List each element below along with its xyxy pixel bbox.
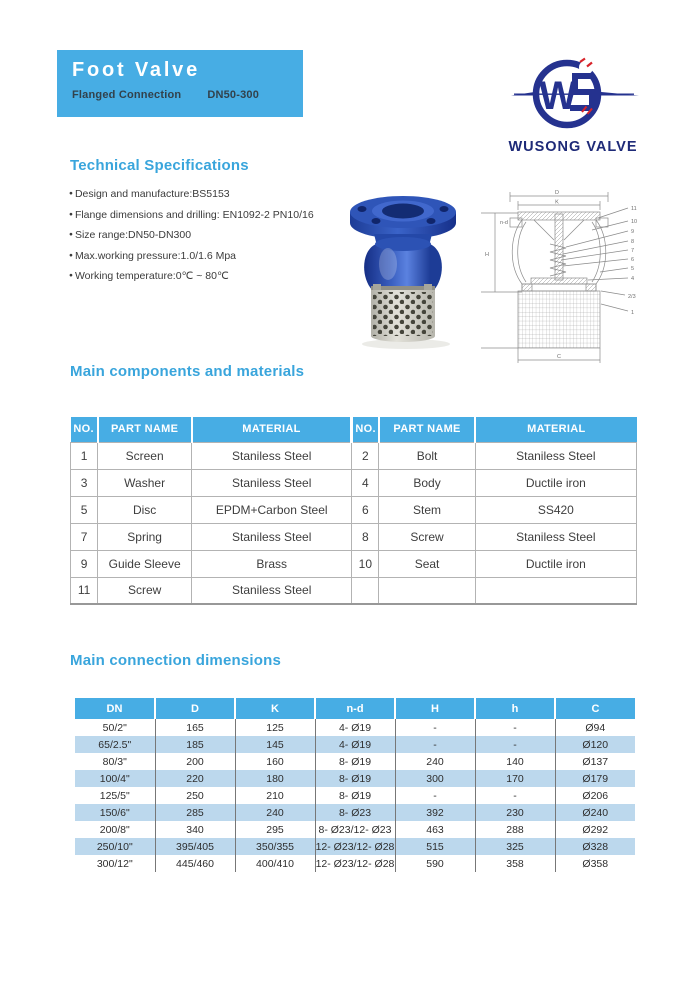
column-header: D [155, 698, 235, 719]
table-cell: Ø94 [555, 719, 635, 736]
table-cell: 300 [395, 770, 475, 787]
table-row [75, 753, 635, 770]
table-cell: 285 [155, 804, 235, 821]
spec-item: ● Flange dimensions and drilling: EN1092-2 PN10/16 [69, 205, 359, 226]
dimensions-section-title: Main connection dimensions [70, 652, 282, 669]
logo-monogram-w: W [539, 74, 577, 118]
table-cell: Ductile iron [475, 469, 636, 496]
callout-number: 6 [631, 257, 635, 263]
table-cell: - [395, 736, 475, 753]
table-cell: 10 [352, 550, 379, 577]
logo-brand-text: WUSONG VALVE [508, 139, 638, 155]
table-cell: EPDM+Carbon Steel [192, 496, 352, 523]
table-cell: Ø137 [555, 753, 635, 770]
table-cell: 7 [71, 523, 98, 550]
table-cell: 340 [155, 821, 235, 838]
table-cell [352, 577, 379, 604]
table-row [71, 577, 637, 604]
table-row [75, 855, 635, 872]
table-row [71, 469, 637, 496]
table-cell: Ductile iron [475, 550, 636, 577]
table-cell: 3 [71, 469, 98, 496]
table-cell: 463 [395, 821, 475, 838]
components-materials-table [70, 417, 637, 605]
table-cell: SS420 [475, 496, 636, 523]
table-cell: - [475, 719, 555, 736]
table-cell: 230 [475, 804, 555, 821]
column-header: MATERIAL [192, 417, 352, 442]
bolt-hole [358, 206, 367, 212]
table-cell: 65/2.5" [98, 738, 132, 751]
column-header: K [235, 698, 315, 719]
bolt-hole [372, 218, 381, 224]
table-cell: 392 [395, 804, 475, 821]
table-cell: 145 [235, 736, 315, 753]
dim-label-n-d: n-d [500, 220, 508, 226]
table-cell: 4 [352, 469, 379, 496]
table-row [75, 804, 635, 821]
table-cell: Ø240 [555, 804, 635, 821]
table-row [71, 442, 637, 469]
bolt-hole [427, 218, 436, 224]
table-cell: 200/8" [99, 823, 130, 836]
table-cell: 240 [235, 804, 315, 821]
table-row [71, 550, 637, 577]
table-cell: Seat [379, 550, 475, 577]
column-header: NO. [352, 417, 379, 442]
table-row [71, 523, 637, 550]
table-cell: 8 [352, 523, 379, 550]
table-cell: Screen [98, 442, 192, 469]
table-cell: 395/405 [155, 838, 235, 855]
table-cell: 185 [155, 736, 235, 753]
dim-label-C: C [557, 354, 561, 360]
column-header: C [555, 698, 635, 719]
table-cell: 590 [395, 855, 475, 872]
table-cell: 515 [395, 838, 475, 855]
header-banner [57, 50, 303, 117]
table-row [75, 838, 635, 855]
column-header: NO. [71, 417, 98, 442]
table-cell: 295 [235, 821, 315, 838]
table-cell: 180 [235, 770, 315, 787]
callout-number: 4 [631, 276, 635, 282]
table-cell: 288 [475, 821, 555, 838]
callout-number: 9 [631, 229, 635, 235]
table-cell: 250 [155, 787, 235, 804]
callout-number: 2/3 [628, 294, 636, 300]
table-cell: 12- Ø23/12- Ø28 [315, 855, 395, 872]
spec-item: ● Design and manufacture:BS5153 [69, 184, 359, 205]
table-cell: 8- Ø19 [315, 770, 395, 787]
callout-number: 10 [631, 219, 638, 225]
table-row [75, 736, 635, 753]
table-cell: 325 [475, 838, 555, 855]
column-header: n-d [315, 698, 395, 719]
table-cell: 125 [235, 719, 315, 736]
table-cell [475, 577, 636, 604]
size-range-code: DN50-300 [207, 89, 260, 101]
table-cell: 300/12" [96, 857, 133, 870]
table-cell: 12- Ø23/12- Ø28 [315, 838, 395, 855]
table-cell: Staniless Steel [192, 577, 352, 604]
wusong-valve-logo [500, 48, 650, 158]
table-row [75, 787, 635, 804]
table-cell: 220 [155, 770, 235, 787]
dim-label-K: K [555, 199, 559, 206]
table-cell: - [395, 787, 475, 804]
connection-dimensions-table [75, 698, 635, 872]
table-cell: Screw [379, 523, 475, 550]
specs-section-title: Technical Specifications [70, 157, 249, 174]
table-cell: Washer [98, 469, 192, 496]
valve-section-drawing [478, 180, 670, 366]
column-header: h [475, 698, 555, 719]
table-cell: 8- Ø23 [315, 804, 395, 821]
table-cell: 80/3" [102, 755, 127, 768]
table-cell: Ø358 [555, 855, 635, 872]
logo-right-wing [596, 92, 639, 96]
basket-clamp [373, 284, 381, 291]
table-row [75, 719, 635, 736]
table-cell: 8- Ø19 [315, 787, 395, 804]
table-row [75, 770, 635, 787]
product-title: Foot Valve [72, 59, 201, 81]
column-header: H [395, 698, 475, 719]
table-cell: Screw [98, 577, 192, 604]
table-cell: Ø328 [555, 838, 635, 855]
table-row [75, 821, 635, 838]
table-cell: 125/5" [99, 789, 130, 802]
table-cell: Spring [98, 523, 192, 550]
table-cell: Staniless Steel [192, 442, 352, 469]
table-cell: - [475, 787, 555, 804]
table-cell: - [475, 736, 555, 753]
table-cell: 445/460 [155, 855, 235, 872]
table-cell: 5 [71, 496, 98, 523]
column-header: DN [75, 698, 155, 719]
spec-item: ● Size range:DN50-DN300 [69, 225, 359, 246]
callout-number: 7 [631, 248, 635, 254]
table-cell: 9 [71, 550, 98, 577]
table-cell: 6 [352, 496, 379, 523]
bolt-hole [440, 206, 449, 212]
table-cell: 1 [71, 442, 98, 469]
table-cell: 11 [71, 577, 98, 604]
table-cell: Body [379, 469, 475, 496]
table-cell: 8- Ø23/12- Ø23 [315, 821, 395, 838]
table-cell: 140 [475, 753, 555, 770]
screen-holes [373, 292, 433, 336]
spec-item: ● Working temperature:0℃ ~ 80℃ [69, 266, 359, 287]
column-header: PART NAME [379, 417, 475, 442]
table-cell: Staniless Steel [192, 469, 352, 496]
spec-item: ● Max.working pressure:1.0/1.6 Mpa [69, 246, 359, 267]
foot-valve-photo [338, 184, 468, 352]
table-row [71, 496, 637, 523]
table-cell: 350/355 [235, 838, 315, 855]
table-cell: 358 [475, 855, 555, 872]
column-header: PART NAME [98, 417, 192, 442]
table-cell: Staniless Steel [475, 523, 636, 550]
table-cell: 210 [235, 787, 315, 804]
dim-label-D: D [555, 190, 559, 196]
table-cell: Guide Sleeve [98, 550, 192, 577]
callout-number: 11 [631, 206, 637, 212]
table-cell: Ø179 [555, 770, 635, 787]
column-header: MATERIAL [475, 417, 636, 442]
flange-bore [382, 204, 424, 219]
table-cell: 165 [155, 719, 235, 736]
table-cell: 160 [235, 753, 315, 770]
specs-list [69, 184, 359, 287]
table-cell: 250/10" [96, 840, 133, 853]
product-subtitle [72, 89, 303, 101]
table-cell: Ø120 [555, 736, 635, 753]
table-cell: 240 [395, 753, 475, 770]
table-cell: Ø292 [555, 821, 635, 838]
table-cell: Ø206 [555, 787, 635, 804]
table-cell: Stem [379, 496, 475, 523]
table-cell: 200 [155, 753, 235, 770]
table-cell: 2 [352, 442, 379, 469]
table-cell: 4- Ø19 [315, 719, 395, 736]
table-cell: Disc [98, 496, 192, 523]
table-cell: 100/4" [99, 772, 130, 785]
dim-label-H: H [485, 252, 489, 258]
table-cell: 4- Ø19 [315, 736, 395, 753]
table-cell: 400/410 [235, 855, 315, 872]
table-cell: 170 [475, 770, 555, 787]
table-cell: 50/2" [102, 721, 127, 734]
callout-number: 1 [631, 310, 635, 316]
basket-clamp [424, 284, 432, 291]
callout-number: 8 [631, 239, 635, 245]
table-cell: 150/6" [99, 806, 130, 819]
table-cell: Staniless Steel [475, 442, 636, 469]
callout-number: 5 [631, 266, 635, 272]
table-cell: 8- Ø19 [315, 753, 395, 770]
table-cell [379, 577, 475, 604]
components-section-title: Main components and materials [70, 363, 305, 380]
table-cell: - [395, 719, 475, 736]
table-cell: Brass [192, 550, 352, 577]
connection-type-label: Flanged Connection [72, 89, 182, 101]
table-cell: Staniless Steel [192, 523, 352, 550]
table-cell: Bolt [379, 442, 475, 469]
